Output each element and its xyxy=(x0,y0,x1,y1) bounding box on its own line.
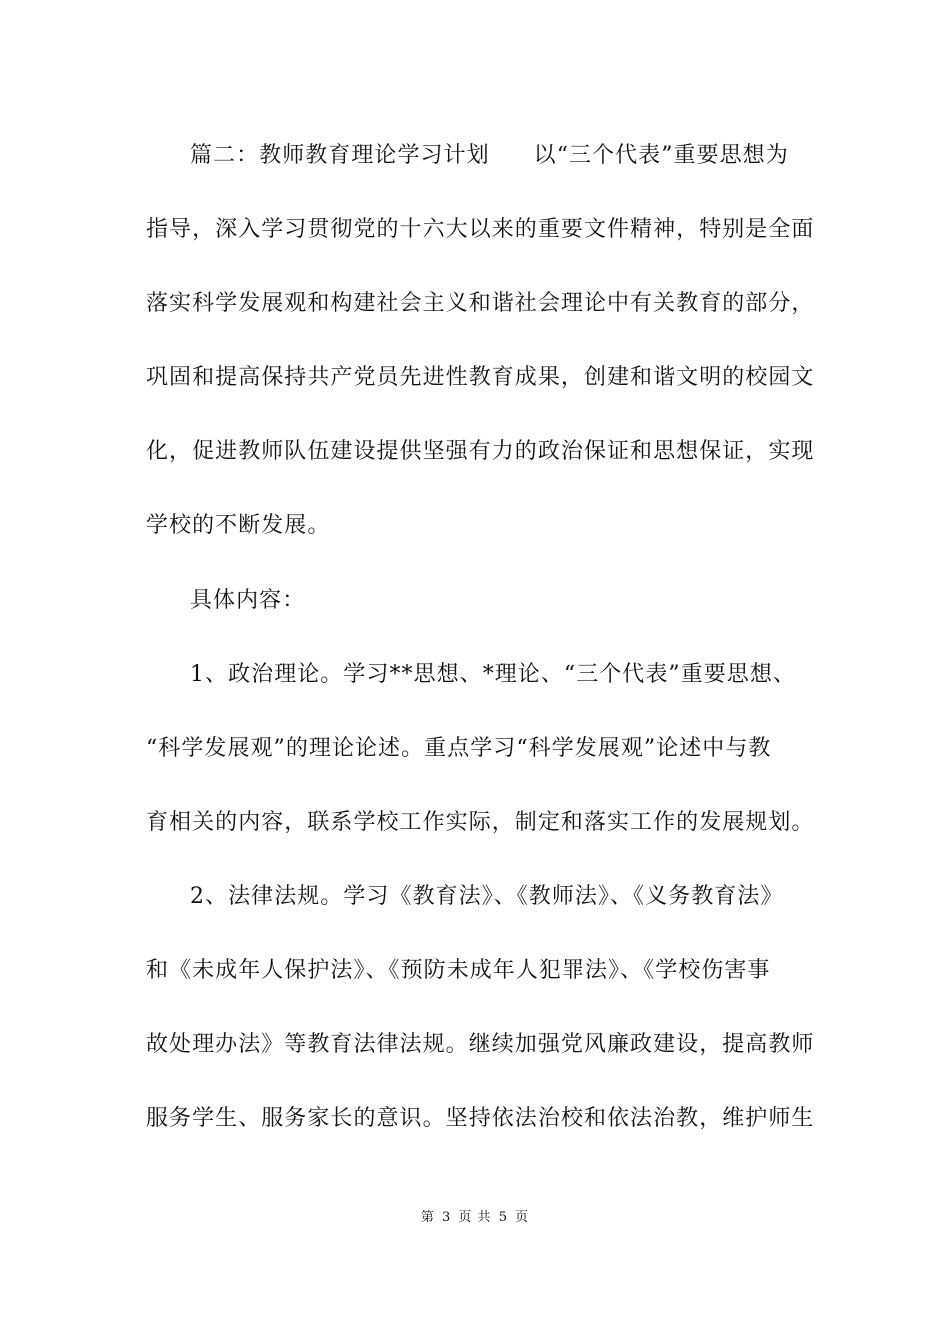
item-2-line-2: 和《未成年人保护法》、《预防未成年人犯罪法》、《学校伤害事 xyxy=(146,958,771,983)
paragraph-1-line-4: 巩固和提高保持共产党员先进性教育成果，创建和谐文明的校园文 xyxy=(146,365,815,390)
item-1-line-1: 1、政治理论。学习**思想、*理论、“三个代表”重要思想、 xyxy=(190,662,796,687)
content-heading: 具体内容： xyxy=(190,588,306,613)
item-1-line-3: 育相关的内容，联系学校工作实际，制定和落实工作的发展规划。 xyxy=(146,810,815,835)
section-heading: 篇二：教师教育理论学习计划 xyxy=(190,143,490,168)
page-footer xyxy=(0,1209,950,1227)
item-2-line-3: 故处理办法》等教育法律法规。继续加强党风廉政建设，提高教师 xyxy=(146,1032,815,1057)
paragraph-1-line-5: 化，促进教师队伍建设提供坚强有力的政治保证和思想保证，实现 xyxy=(146,439,815,464)
paragraph-1-line-2: 指导，深入学习贯彻党的十六大以来的重要文件精神，特别是全面 xyxy=(146,217,815,242)
footer-suffix: 页 xyxy=(515,1210,530,1225)
paragraph-1-line-3: 落实科学发展观和构建社会主义和谐社会理论中有关教育的部分， xyxy=(146,291,815,316)
total-page-count: 5 xyxy=(498,1210,508,1225)
paragraph-1-line-6: 学校的不断发展。 xyxy=(146,513,331,538)
current-page-number: 3 xyxy=(442,1210,452,1225)
footer-prefix: 第 xyxy=(420,1210,435,1225)
paragraph-1-line-1 xyxy=(190,141,858,171)
footer-middle: 页 共 xyxy=(458,1210,492,1225)
item-2-line-4: 服务学生、服务家长的意识。坚持依法治校和依法治教，维护师生 xyxy=(146,1106,815,1131)
item-1-line-2: “科学发展观”的理论论述。重点学习“科学发展观”论述中与教 xyxy=(146,736,772,761)
item-2-line-1: 2、法律法规。学习《教育法》、《教师法》、《义务教育法》 xyxy=(190,884,784,909)
paragraph-1-text-start: 以“三个代表”重要思想为 xyxy=(533,143,789,168)
